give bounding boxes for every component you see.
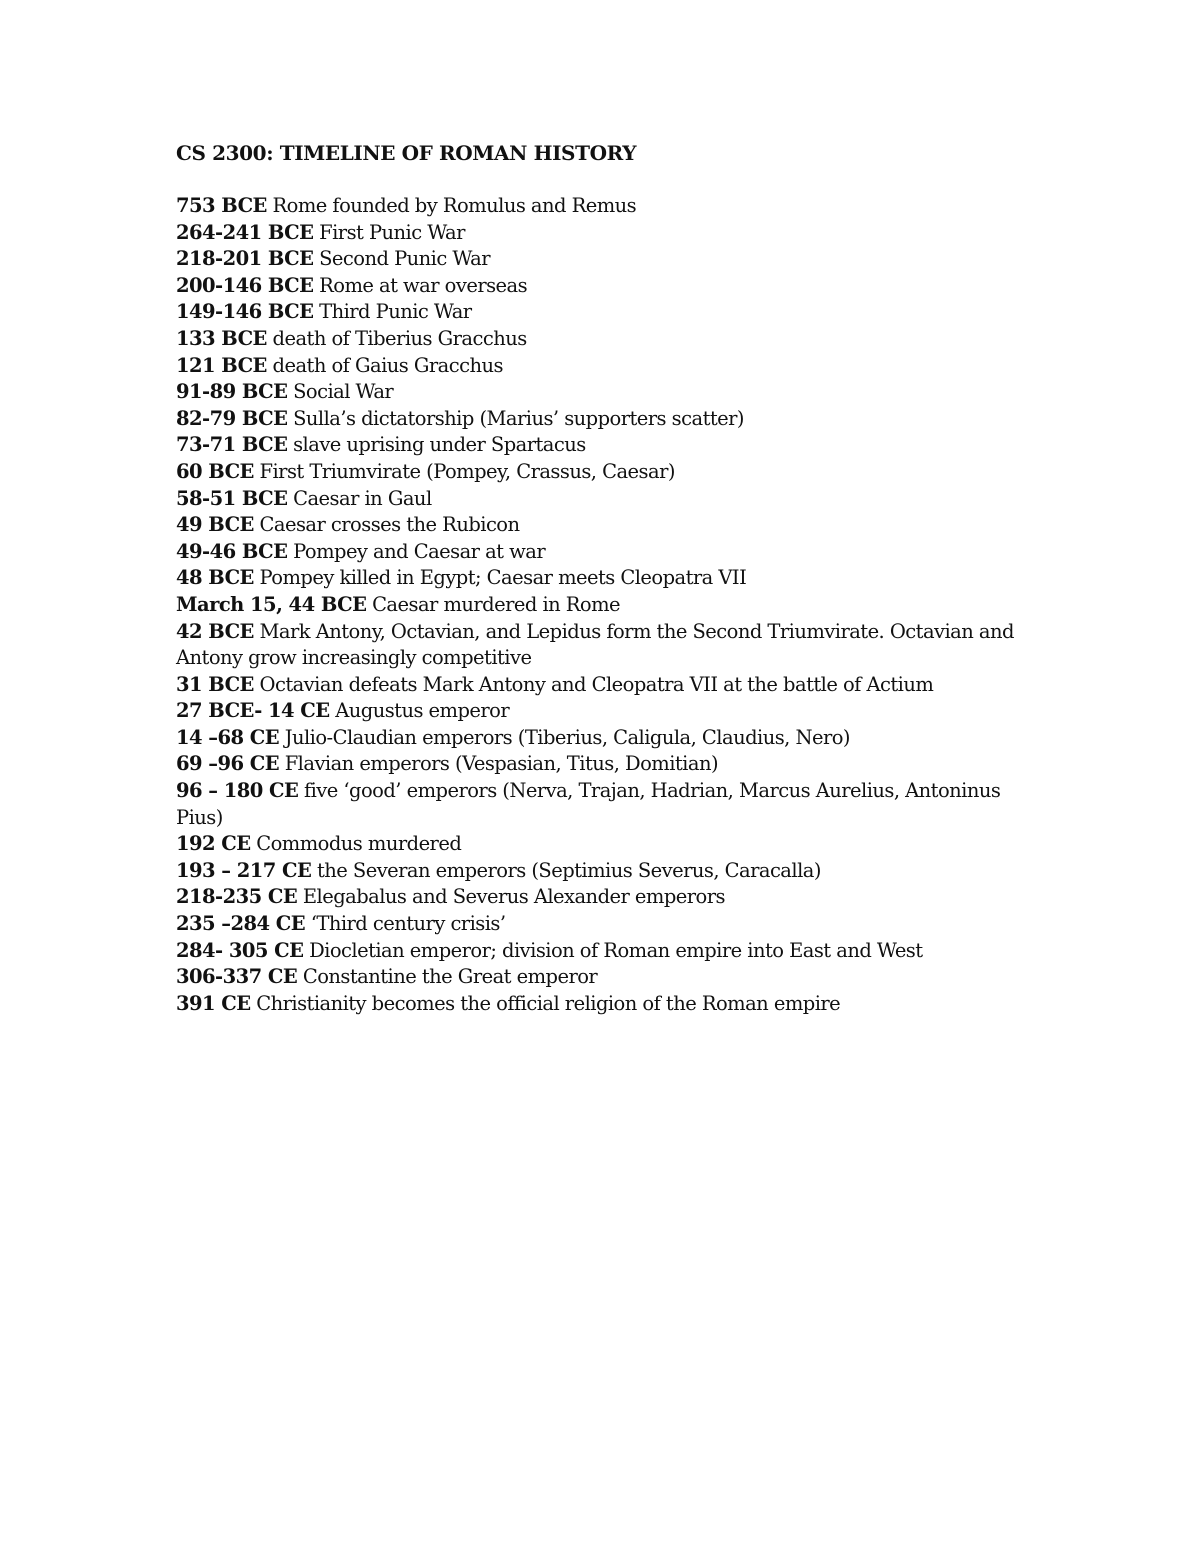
entry-date: 264-241 BCE: [176, 220, 314, 244]
entry-date: 133 BCE: [176, 326, 267, 350]
entry-event: death of Tiberius Gracchus: [272, 326, 527, 350]
entry-event: Caesar murdered in Rome: [372, 592, 621, 616]
entry-date: 69 –96 CE: [176, 752, 280, 776]
entry-date: 31 BCE: [176, 672, 254, 696]
timeline-entry: [176, 193, 1036, 220]
timeline-list: [176, 193, 1036, 1017]
timeline-entry: [176, 698, 1036, 725]
entry-event: Flavian emperors (Vespasian, Titus, Domitian): [284, 752, 719, 776]
document-page: [176, 140, 1036, 1017]
entry-event: Rome at war overseas: [319, 273, 528, 297]
timeline-entry: [176, 299, 1036, 326]
entry-date: 27 BCE- 14 CE: [176, 699, 330, 723]
timeline-entry: [176, 938, 1036, 965]
timeline-entry: [176, 964, 1036, 991]
entry-event: death of Gaius Gracchus: [272, 353, 503, 377]
entry-date: 58-51 BCE: [176, 486, 288, 510]
timeline-entry: [176, 884, 1036, 911]
entry-date: 96 – 180 CE: [176, 779, 299, 803]
entry-date: 192 CE: [176, 832, 251, 856]
entry-event: Pompey killed in Egypt; Caesar meets Cleopatra VII: [259, 566, 747, 590]
entry-event: Octavian defeats Mark Antony and Cleopatra VII at the battle of Actium: [259, 672, 934, 696]
entry-date: 49-46 BCE: [176, 539, 288, 563]
entry-date: 149-146 BCE: [176, 300, 314, 324]
entry-event: Third Punic War: [319, 300, 472, 324]
timeline-entry: [176, 911, 1036, 938]
entry-date: 284- 305 CE: [176, 938, 304, 962]
entry-event: Caesar crosses the Rubicon: [259, 513, 520, 537]
timeline-entry: [176, 246, 1036, 273]
entry-event: Pompey and Caesar at war: [293, 539, 546, 563]
entry-event: Social War: [293, 380, 394, 404]
entry-event: Diocletian emperor; division of Roman empire into East and West: [309, 938, 923, 962]
entry-date: 60 BCE: [176, 459, 254, 483]
timeline-entry: [176, 831, 1036, 858]
document-title: CS 2300: TIMELINE OF ROMAN HISTORY: [176, 141, 637, 165]
entry-event: Commodus murdered: [256, 832, 462, 856]
entry-event: First Triumvirate (Pompey, Crassus, Caesar): [259, 459, 675, 483]
entry-date: 73-71 BCE: [176, 433, 288, 457]
entry-event: Julio-Claudian emperors (Tiberius, Caligula, Claudius, Nero): [284, 725, 850, 749]
timeline-entry: [176, 326, 1036, 353]
entry-event: Second Punic War: [319, 247, 491, 271]
entry-date: 82-79 BCE: [176, 406, 288, 430]
entry-date: 218-201 BCE: [176, 247, 314, 271]
entry-event: Mark Antony, Octavian, and Lepidus form the Second Triumvirate. Octavian and Antony grow increasingly competitive: [176, 619, 1014, 670]
timeline-entry: [176, 379, 1036, 406]
timeline-entry: [176, 592, 1036, 619]
entry-date: 235 –284 CE: [176, 912, 306, 936]
entry-event: Christianity becomes the official religion of the Roman empire: [256, 991, 841, 1015]
entry-date: 193 – 217 CE: [176, 858, 312, 882]
timeline-entry: [176, 486, 1036, 513]
entry-event: Sulla’s dictatorship (Marius’ supporters scatter): [293, 406, 744, 430]
timeline-entry: [176, 858, 1036, 885]
entry-event: Caesar in Gaul: [293, 486, 432, 510]
entry-date: March 15, 44 BCE: [176, 592, 367, 616]
entry-event: slave uprising under Spartacus: [293, 433, 586, 457]
timeline-entry: [176, 459, 1036, 486]
timeline-entry: [176, 991, 1036, 1018]
entry-event: Rome founded by Romulus and Remus: [272, 194, 637, 217]
entry-date: 391 CE: [176, 991, 251, 1015]
entry-date: 91-89 BCE: [176, 380, 288, 404]
timeline-entry: [176, 432, 1036, 459]
timeline-entry: [176, 725, 1036, 752]
entry-event: Elegabalus and Severus Alexander emperors: [302, 885, 725, 909]
timeline-entry: [176, 512, 1036, 539]
entry-event: First Punic War: [319, 220, 465, 244]
entry-date: 42 BCE: [176, 619, 254, 643]
entry-date: 200-146 BCE: [176, 273, 314, 297]
entry-date: 14 –68 CE: [176, 725, 280, 749]
entry-date: 121 BCE: [176, 353, 267, 377]
timeline-entry: [176, 220, 1036, 247]
timeline-entry: [176, 778, 1036, 831]
timeline-entry: [176, 751, 1036, 778]
timeline-entry: [176, 539, 1036, 566]
timeline-entry: [176, 273, 1036, 300]
entry-event: ‘Third century crisis’: [310, 912, 506, 936]
timeline-entry: [176, 565, 1036, 592]
timeline-entry: [176, 406, 1036, 433]
entry-event: five ‘good’ emperors (Nerva, Trajan, Hadrian, Marcus Aurelius, Antoninus Pius): [176, 779, 1001, 829]
entry-event: Augustus emperor: [335, 699, 510, 723]
entry-date: 218-235 CE: [176, 885, 298, 909]
entry-date: 306-337 CE: [176, 965, 298, 989]
timeline-entry: [176, 672, 1036, 699]
timeline-entry: [176, 353, 1036, 380]
entry-event: the Severan emperors (Septimius Severus, Caracalla): [316, 858, 821, 882]
entry-date: 48 BCE: [176, 566, 254, 590]
entry-date: 49 BCE: [176, 513, 254, 537]
timeline-entry: [176, 619, 1036, 672]
entry-date: 753 BCE: [176, 194, 267, 217]
entry-event: Constantine the Great emperor: [302, 965, 598, 989]
